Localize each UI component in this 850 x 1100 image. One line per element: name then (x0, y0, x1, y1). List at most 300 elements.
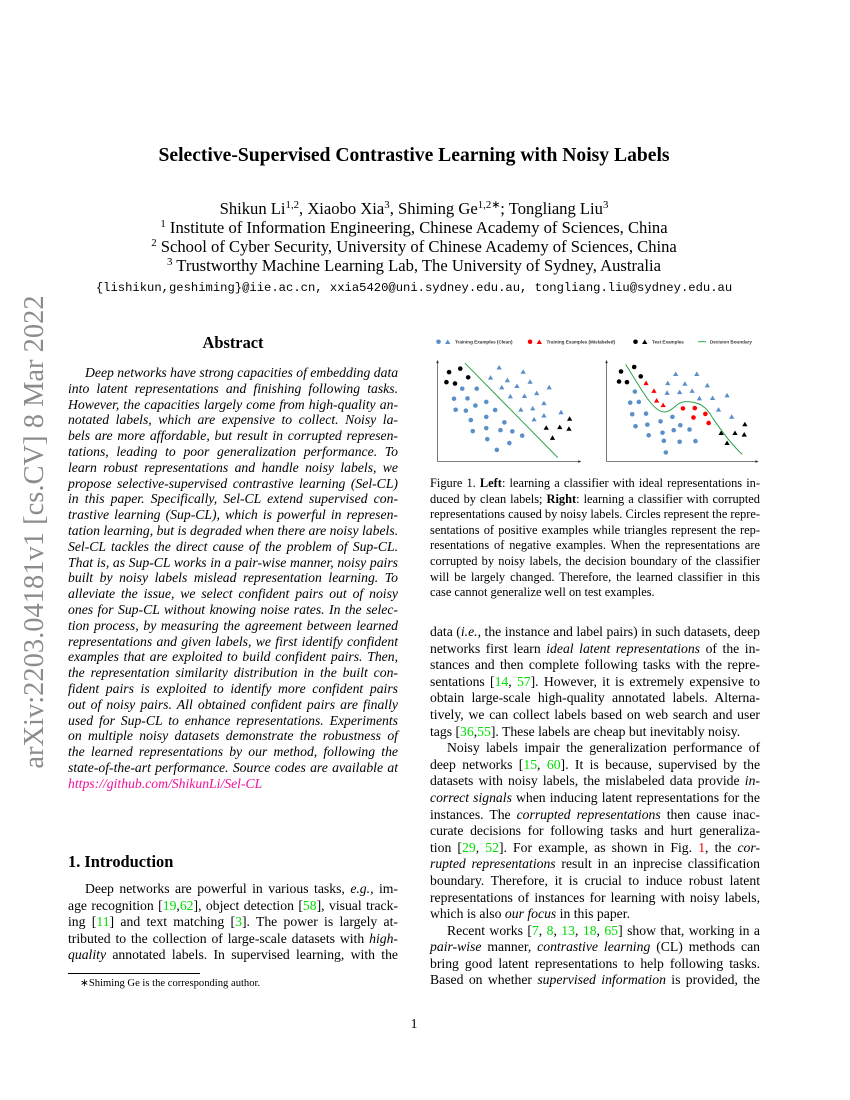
figure-caption (430, 476, 760, 601)
text-span: ]. The power is largely at- (241, 914, 398, 930)
text-span: tations, leading to poor generalization performance. To (68, 443, 398, 459)
text-line (68, 460, 398, 476)
test-positive-point (632, 365, 637, 370)
clean-negative-point (488, 375, 493, 380)
text-span: out of noisy pairs. All obtained confident pairs are finally (68, 696, 398, 712)
test-positive-point (625, 380, 630, 385)
clean-negative-point (518, 407, 523, 412)
text-span: Based on whether (430, 972, 538, 988)
clean-negative-point (531, 417, 536, 422)
clean-negative-point (665, 381, 670, 386)
footnote: ∗Shiming Ge is the corresponding author. (80, 978, 261, 989)
mislabeled-point (706, 421, 711, 426)
affiliation-3 (0, 256, 828, 275)
clean-positive-point (660, 430, 665, 435)
text-span: , (538, 922, 547, 938)
citation-link[interactable]: 11 (96, 914, 110, 930)
clean-negative-point (682, 381, 687, 386)
test-negative-point (742, 432, 747, 437)
text-span: bels are more affordable, but result in corrupted represen- (68, 428, 398, 444)
text-line (430, 657, 760, 674)
text-span: alleviate the issue, we select confident pairs out of noisy (68, 586, 398, 602)
clean-positive-point (468, 418, 473, 423)
clean-positive-point (687, 427, 692, 432)
text-line (430, 956, 760, 973)
clean-negative-point (541, 401, 546, 406)
test-negative-point (557, 425, 562, 430)
clean-positive-point (495, 448, 500, 453)
text-line (68, 713, 398, 729)
text-line (430, 585, 760, 601)
text-span: datasets with noisy labels, the mislabeled data provide (430, 773, 745, 789)
text-span: representations of instances for learning with noisy labels, (430, 889, 760, 905)
clean-negative-point (534, 391, 539, 396)
text-line (68, 507, 398, 523)
clean-positive-point (633, 389, 638, 394)
citation-link[interactable]: 18 (582, 922, 597, 938)
text-span: representations caused by noisy labels. Circles represent the repre- (430, 507, 760, 522)
affiliation-2 (0, 237, 828, 256)
introduction-body (68, 881, 398, 964)
text-line (430, 807, 760, 824)
clean-positive-point (628, 400, 633, 405)
text-span: trastive learning (Sup-CL), which is powerful in represen- (68, 507, 398, 523)
test-negative-point (550, 435, 555, 440)
text-line (68, 428, 398, 444)
text-span: age recognition [ (68, 897, 163, 913)
text-span: obtain large-scale high-quality annotated labels. Alterna- (430, 690, 760, 706)
text-span: sentations [ (430, 673, 495, 689)
mislabeled-point (654, 398, 659, 403)
clean-negative-point (664, 390, 669, 395)
text-line (68, 634, 398, 650)
page-number: 1 (410, 1016, 418, 1031)
citation-link[interactable]: 7 (531, 922, 539, 938)
figure-reference-link[interactable]: 1 (698, 839, 706, 855)
citation-link[interactable]: 19 (162, 897, 177, 913)
clean-positive-point (453, 407, 458, 412)
citation-link[interactable]: 13 (561, 922, 575, 938)
superscript: 3 (167, 256, 173, 269)
text-line (68, 491, 398, 507)
text-span: ]. However, it is extremely expensive to (530, 673, 761, 689)
source-code-link[interactable]: https://github.com/ShikunLi/Sel-CL (68, 775, 263, 791)
emphasis-text: quality (68, 947, 107, 963)
citation-link[interactable]: 15 (523, 756, 538, 772)
text-span: , (475, 839, 486, 855)
text-span: ], object detection [ (193, 897, 303, 913)
text-line (68, 760, 398, 776)
emphasis-text: our focus (504, 906, 557, 922)
text-line (430, 624, 760, 641)
text-span: learn robust representations and handle noisy labels, we (68, 459, 398, 475)
mislabeled-point (661, 403, 666, 408)
mislabeled-point (681, 406, 686, 411)
text-line (68, 397, 398, 413)
text-span: built by noisy labels mislead representation learning. To (68, 570, 398, 586)
emphasis-text: in- (744, 773, 760, 789)
text-line (430, 923, 760, 940)
figure-1 (426, 332, 762, 468)
clean-positive-point (636, 400, 641, 405)
text-span: School of Cyber Security, University of Chinese Academy of Sciences, China (156, 237, 677, 256)
text-span: into latent representations and finishing following tasks. (68, 380, 398, 396)
text-span: used for Sup-CL to enhance representations. Experiments (68, 712, 398, 728)
text-span: ] and text matching [ (109, 914, 236, 930)
text-span: ones for Sup-CL without knowing noise rates. In the selec- (68, 601, 398, 617)
text-line (68, 381, 398, 397)
affiliation-1 (0, 218, 828, 237)
clean-negative-point (705, 383, 710, 388)
text-span: : learning a classifier with corrupted (576, 491, 760, 506)
text-span: tively, we can collect labels based on web search and user (430, 706, 760, 722)
text-line (68, 947, 398, 964)
bold-text: Left (479, 476, 502, 490)
figure-panel-right (605, 360, 759, 463)
text-span: ] show that, working in a (618, 922, 760, 938)
emphasis-text: cor- (737, 839, 760, 855)
text-span: That is, as Sup-CL works in a pair-wise manner, noisy pairs (68, 554, 398, 570)
introduction-heading: 1. Introduction (68, 852, 174, 871)
citation-link[interactable]: 36 (460, 723, 474, 739)
text-line (68, 931, 398, 948)
text-span: Deep networks are powerful in various tasks, (85, 881, 351, 896)
clean-negative-point (716, 407, 721, 412)
text-span: , (553, 922, 562, 938)
text-line (68, 881, 398, 898)
legend-triangle-marker (445, 339, 450, 344)
legend-triangle-marker (537, 339, 542, 344)
clean-positive-point (473, 403, 478, 408)
clean-negative-point (697, 396, 702, 401)
text-line (68, 681, 398, 697)
citation-link[interactable]: 57 (516, 673, 531, 689)
abstract-body (68, 365, 398, 792)
clean-negative-point (677, 390, 682, 395)
text-line (430, 773, 760, 790)
text-line (430, 523, 760, 539)
text-span: , (574, 922, 583, 938)
y-axis-arrow-icon (436, 360, 439, 363)
text-span: Institute of Information Engineering, Chinese Academy of Sciences, China (165, 218, 668, 237)
emphasis-text: rupted representations (430, 856, 556, 872)
text-span: is provided, the (665, 972, 760, 988)
citation-link[interactable]: 14 (494, 673, 509, 689)
test-negative-point (567, 416, 572, 421)
text-span: , (508, 673, 517, 689)
citation-link[interactable]: 62 (179, 897, 194, 913)
clean-positive-point (474, 386, 479, 391)
citation-link[interactable]: 55 (477, 723, 491, 739)
legend-label: Training Examples (Mislabeled) (546, 339, 616, 345)
text-line (68, 602, 398, 618)
text-span: notated labels, which are expensive to collect. Noisy la- (68, 412, 398, 428)
text-span: fident pairs is exploited to identify more confident pairs (68, 680, 398, 696)
mislabeled-point (692, 406, 697, 411)
text-line (430, 538, 760, 554)
emphasis-text: corrupted representations (516, 806, 661, 822)
clean-negative-point (521, 369, 526, 374)
text-span: when inducing latent representations for the (511, 789, 760, 805)
text-line (430, 856, 760, 873)
clean-positive-point (646, 433, 651, 438)
text-span: Sel-CL tackles the direct cause of the problem of Sup-CL. (68, 538, 398, 554)
clean-positive-point (484, 415, 489, 420)
emphasis-text: pair-wise (430, 939, 482, 955)
legend-label: Test Examples (651, 339, 684, 345)
text-span: then cause inac- (660, 806, 760, 822)
clean-positive-point (485, 437, 490, 442)
text-span: tation learning, but is degraded when there are noisy labels. (68, 522, 399, 538)
author-names (0, 199, 828, 218)
text-span: boundary. Therefore, it is crucial to induce robust latent (430, 872, 760, 888)
text-span: , (473, 723, 478, 739)
text-line (68, 412, 398, 428)
clean-negative-point (522, 394, 527, 399)
superscript: 3 (602, 199, 609, 212)
text-span: ing [ (68, 914, 97, 930)
text-line (68, 570, 398, 586)
text-span: Recent works [ (447, 922, 532, 938)
text-line (430, 507, 760, 523)
clean-positive-point (658, 419, 663, 424)
text-line (68, 444, 398, 460)
text-span: state-of-the-art performance. Source codes are available at (68, 759, 398, 775)
clean-positive-point (644, 411, 649, 416)
emphasis-text: contrastive learning (537, 939, 651, 955)
text-line (68, 665, 398, 681)
text-span: duced by clean labels; (430, 491, 547, 506)
test-negative-point (732, 430, 737, 435)
emphasis-text: i.e. (460, 624, 478, 639)
superscript: ∗ (491, 199, 501, 212)
test-positive-point (617, 379, 622, 384)
clean-negative-point (690, 388, 695, 393)
citation-link[interactable]: 65 (604, 922, 619, 938)
text-span: , Xiaobo Xia (299, 199, 385, 218)
text-line (430, 890, 760, 907)
clean-negative-point (729, 414, 734, 419)
right-column-body (430, 624, 760, 989)
clean-negative-point (527, 379, 532, 384)
text-line (68, 476, 398, 492)
test-negative-point (544, 425, 549, 430)
text-span: , the (705, 839, 738, 855)
text-span: tributed to the collection of large-scale datasets with (68, 930, 370, 946)
text-line (430, 476, 760, 492)
legend-circle-marker (436, 339, 441, 344)
clean-positive-point (484, 426, 489, 431)
text-span: Shikun Li (219, 199, 286, 218)
clean-positive-point (693, 439, 698, 444)
text-line (430, 972, 760, 989)
text-span: result in an inprecise classification (555, 856, 760, 872)
clean-negative-point (508, 394, 513, 399)
text-span: tion [ (430, 839, 462, 855)
citation-link[interactable]: 29 (462, 839, 476, 855)
text-span: : learning a classifier with ideal representations in- (501, 476, 760, 490)
citation-link[interactable]: 58 (302, 897, 317, 913)
mislabeled-point (643, 381, 648, 386)
text-line (68, 586, 398, 602)
citation-link[interactable]: 52 (485, 839, 499, 855)
text-line (430, 757, 760, 774)
text-line (68, 728, 398, 744)
text-line (430, 492, 760, 508)
clean-positive-point (460, 386, 465, 391)
text-line (430, 823, 760, 840)
test-negative-point (724, 440, 729, 445)
text-line (430, 641, 760, 658)
text-span: Noisy labels impair the generalization performance of (447, 740, 760, 756)
author-emails: {lishikun,geshiming}@iie.ac.cn, xxia5420@uni.sydney.edu.au, tongliang.liu@sydney.edu.au (95, 281, 733, 295)
figure-panel-left (436, 360, 581, 463)
clean-negative-point (547, 385, 552, 390)
emphasis-text: supervised information (537, 972, 666, 988)
text-line (430, 840, 760, 857)
clean-positive-point (662, 439, 667, 444)
citation-link[interactable]: 60 (546, 756, 561, 772)
text-line (430, 570, 760, 586)
text-line (430, 939, 760, 956)
clean-positive-point (502, 420, 507, 425)
text-span: , (176, 897, 180, 913)
clean-negative-point (496, 365, 501, 370)
citation-link[interactable]: 8 (546, 922, 554, 938)
text-span: instances. The (430, 806, 517, 822)
text-span: examples that are exploited to build confident pairs. Then, (68, 649, 398, 665)
mislabeled-point (703, 412, 708, 417)
text-span: propose selective-supervised contrastive learning (Sel-CL) (68, 475, 398, 491)
text-span: Figure 1. (430, 476, 480, 490)
text-line (430, 690, 760, 707)
text-span: However, the capacities largely come from high-quality an- (68, 396, 398, 412)
text-line (68, 697, 398, 713)
text-span: curate decisions for following tasks and hurt generaliza- (430, 823, 760, 839)
text-line (430, 873, 760, 890)
mislabeled-point (651, 388, 656, 393)
text-span: data ( (430, 624, 461, 639)
text-span: , (596, 922, 605, 938)
text-span: bring good latent representations to help following tasks. (430, 955, 760, 971)
text-span: of the in- (700, 640, 760, 656)
text-line (68, 776, 398, 792)
text-span: will be largely changed. Therefore, the learned classifier in this (430, 569, 760, 584)
paper-title: Selective-Supervised Contrastive Learning with Noisy Labels (158, 145, 670, 166)
text-span: deep networks [ (430, 756, 524, 772)
clean-positive-point (470, 429, 475, 434)
x-axis-arrow-icon (755, 460, 758, 463)
text-span: on multiple noisy datasets demonstrate the robustness of (68, 728, 398, 744)
text-span: (CL) methods can (650, 939, 761, 955)
text-span: sentations of positive examples while triangles represent the rep- (430, 522, 760, 537)
text-line (68, 914, 398, 931)
figure-legend (436, 339, 752, 344)
text-span: tags [ (430, 723, 461, 739)
clean-negative-point (558, 410, 563, 415)
text-line (430, 790, 760, 807)
text-span: , (537, 756, 547, 772)
text-span: ]. It is because, supervised by the (560, 756, 761, 772)
text-span: the representation similarity distribution in the built con- (68, 665, 398, 681)
text-line (68, 618, 398, 634)
emphasis-text: ideal latent representations (546, 640, 701, 656)
text-span: ]. These labels are cheap but inevitably noisy. (490, 723, 741, 739)
text-span: ]. For example, as shown in Fig. (498, 839, 699, 855)
clean-negative-point (505, 378, 510, 383)
emphasis-text: correct signals (430, 789, 512, 805)
text-span: corrupted by noisy labels, the decision boundary of the classifier (430, 553, 760, 568)
test-positive-point (458, 366, 463, 371)
superscript: 1,2 (477, 199, 492, 212)
text-span: annotated labels. In supervised learning, with the (106, 947, 398, 963)
text-line (68, 898, 398, 915)
clean-positive-point (678, 423, 683, 428)
text-span: case cannot generalize well on test examples. (430, 585, 655, 600)
clean-positive-point (630, 412, 635, 417)
text-span: ; Tongliang Liu (500, 199, 603, 218)
text-span: , Shiming Ge (389, 199, 478, 218)
test-positive-point (619, 369, 624, 374)
text-span: networks first learn (430, 640, 547, 656)
clean-positive-point (677, 440, 682, 445)
clean-positive-point (633, 424, 638, 429)
test-positive-point (447, 370, 452, 375)
text-line (430, 740, 760, 757)
bold-text: Right (546, 491, 577, 506)
text-line (68, 744, 398, 760)
clean-negative-point (499, 385, 504, 390)
clean-positive-point (498, 428, 503, 433)
text-line (430, 707, 760, 724)
test-negative-point (566, 426, 571, 431)
text-span: manner, (481, 939, 538, 955)
clean-negative-point (530, 406, 535, 411)
clean-negative-point (694, 372, 699, 377)
text-span: representations and given labels, we first identify confident (68, 633, 398, 649)
test-positive-point (444, 380, 449, 385)
clean-negative-point (724, 393, 729, 398)
superscript: 1 (160, 218, 166, 231)
test-positive-point (466, 375, 471, 380)
x-axis-arrow-icon (578, 460, 581, 463)
superscript: 1,2 (285, 199, 300, 212)
clean-positive-point (507, 441, 512, 446)
clean-positive-point (493, 408, 498, 413)
emphasis-text: e.g. (350, 881, 371, 896)
citation-link[interactable]: 3 (235, 914, 242, 930)
text-span: , im- (370, 881, 398, 896)
author-block (0, 199, 828, 275)
text-span: resentations of negative examples. When the representations are (430, 538, 760, 553)
text-span: Trustworthy Machine Learning Lab, The University of Sydney, Australia (172, 256, 661, 275)
test-positive-point (453, 381, 458, 386)
y-axis-arrow-icon (605, 360, 608, 363)
test-negative-point (742, 422, 747, 427)
clean-positive-point (510, 429, 515, 434)
text-span: stances and then complete following tasks with the repre- (430, 657, 760, 673)
text-line (430, 724, 760, 741)
clean-positive-point (664, 450, 669, 455)
superscript: 3 (384, 199, 390, 212)
footnote-divider (68, 973, 200, 974)
clean-positive-point (520, 433, 525, 438)
text-line (68, 555, 398, 571)
emphasis-text: high- (369, 930, 398, 946)
clean-positive-point (465, 396, 470, 401)
text-span: in this paper. Specifically, Sel-CL extend supervised con- (68, 491, 398, 507)
test-positive-point (638, 374, 643, 379)
